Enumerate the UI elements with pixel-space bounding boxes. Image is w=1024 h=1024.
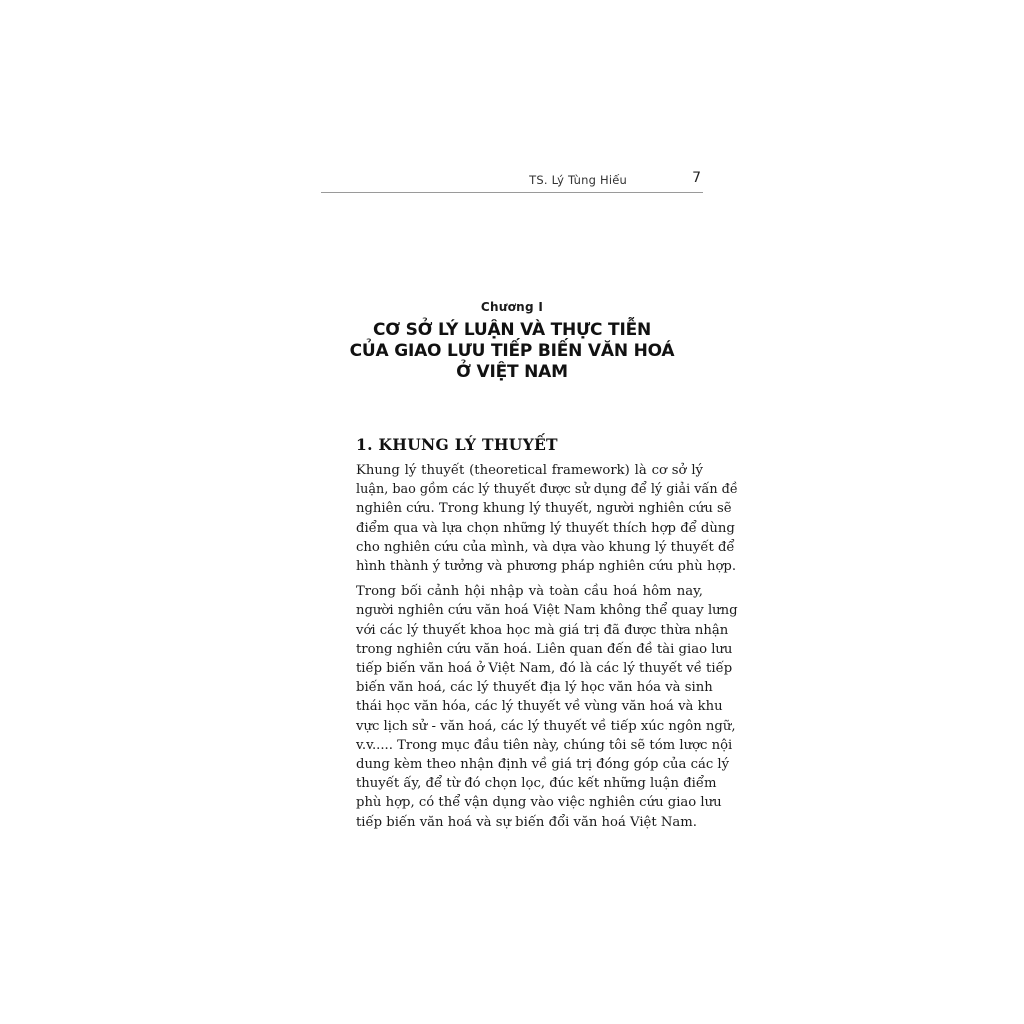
header-author: TS. Lý Tùng Hiếu <box>529 173 627 187</box>
text-line: tiếp biến văn hoá ở Việt Nam, đó là các lý thuyết về tiếp <box>356 661 733 677</box>
chapter-heading <box>321 300 703 383</box>
text-line: vực lịch sử - văn hoá, các lý thuyết về tiếp xúc ngôn ngữ, <box>356 718 736 734</box>
paragraph-2 <box>321 582 738 832</box>
text-line: hình thành ý tưởng và phương pháp nghiên cứu phù hợp. <box>356 559 737 575</box>
text-line: phù hợp, có thể vận dụng vào việc nghiên cứu giao lưu <box>356 795 722 811</box>
text-line: biến văn hoá, các lý thuyết địa lý học văn hóa và sinh <box>356 680 713 696</box>
chapter-title-line: CỦA GIAO LƯU TIẾP BIẾN VĂN HOÁ <box>349 341 675 361</box>
text-line: người nghiên cứu văn hoá Việt Nam không thể quay lưng <box>356 603 738 619</box>
body-text <box>321 461 738 838</box>
text-line: với các lý thuyết khoa học mà giá trị đã được thừa nhận <box>356 622 729 638</box>
text-line: tiếp biến văn hoá và sự biến đổi văn hoá Việt Nam. <box>356 814 697 830</box>
text-line: Trong bối cảnh hội nhập và toàn cầu hoá hôm nay, <box>356 584 703 600</box>
text-line: v.v..... Trong mục đầu tiên này, chúng tôi sẽ tóm lược nội <box>356 737 733 753</box>
text-line: cho nghiên cứu của mình, và dựa vào khung lý thuyết để <box>356 539 735 555</box>
text-line: trong nghiên cứu văn hoá. Liên quan đến đề tài giao lưu <box>356 641 733 657</box>
section-heading: 1. KHUNG LÝ THUYẾT <box>356 435 558 454</box>
paragraph-1 <box>321 461 738 576</box>
text-line: điểm qua và lựa chọn những lý thuyết thích hợp để dùng <box>356 520 735 536</box>
text-line: thuyết ấy, để từ đó chọn lọc, đúc kết những luận điểm <box>356 776 717 792</box>
text-line: Khung lý thuyết (theoretical framework) là cơ sở lý <box>356 463 703 478</box>
running-header <box>321 170 703 193</box>
text-line: luận, bao gồm các lý thuyết được sử dụng để lý giải vấn đề <box>356 482 738 498</box>
chapter-title-line: Ở VIỆT NAM <box>456 362 568 382</box>
page-number: 7 <box>692 170 701 186</box>
text-line: thái học văn hóa, các lý thuyết về vùng văn hoá và khu <box>356 699 723 715</box>
chapter-label: Chương I <box>480 300 544 314</box>
text-line: dung kèm theo nhận định về giá trị đóng góp của các lý <box>356 757 730 773</box>
chapter-title-line: CƠ SỞ LÝ LUẬN VÀ THỰC TIỄN <box>372 320 652 340</box>
text-line: nghiên cứu. Trong khung lý thuyết, người nghiên cứu sẽ <box>356 501 732 517</box>
